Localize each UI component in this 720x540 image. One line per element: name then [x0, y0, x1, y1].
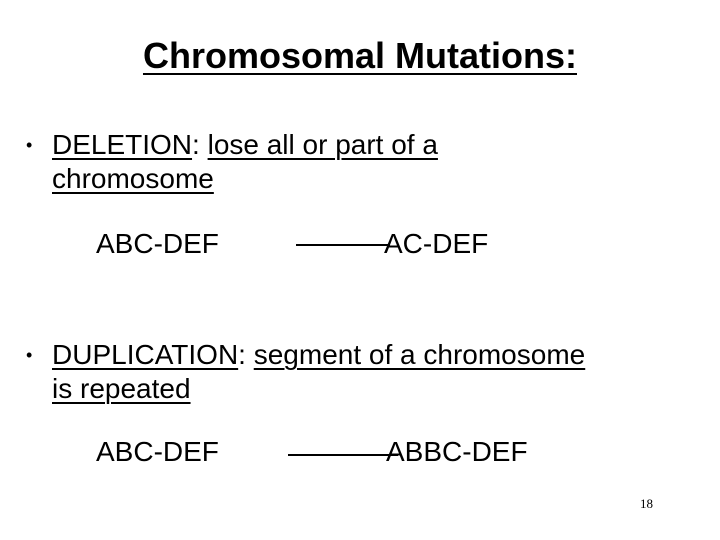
bullet-duplication: •: [26, 345, 33, 365]
deletion-description-line1: lose all or part of a: [207, 129, 438, 160]
duplication-definition: [52, 338, 712, 406]
deletion-term: DELETION: [52, 129, 193, 160]
duplication-description-line1: segment of a chromosome: [253, 339, 586, 370]
deletion-arrow-line: [296, 244, 390, 246]
deletion-description-line2: chromosome: [52, 163, 214, 194]
slide-title-text: Chromosomal Mutations:: [142, 35, 577, 76]
duplication-example-before: ABC-DEF: [96, 436, 219, 467]
duplication-arrow-line: [288, 454, 398, 456]
deletion-separator: :: [192, 129, 200, 160]
duplication-description-line2: is repeated: [52, 373, 191, 404]
duplication-example-after: ABBC-DEF: [386, 436, 528, 467]
deletion-example-after: AC-DEF: [384, 228, 489, 259]
duplication-term: DUPLICATION: [52, 339, 239, 370]
deletion-definition: [52, 128, 712, 196]
bullet-deletion: •: [26, 135, 33, 155]
deletion-example-before: ABC-DEF: [96, 228, 219, 259]
page-number: 18: [640, 496, 653, 511]
duplication-separator: :: [238, 339, 246, 370]
slide-title: [0, 32, 720, 80]
